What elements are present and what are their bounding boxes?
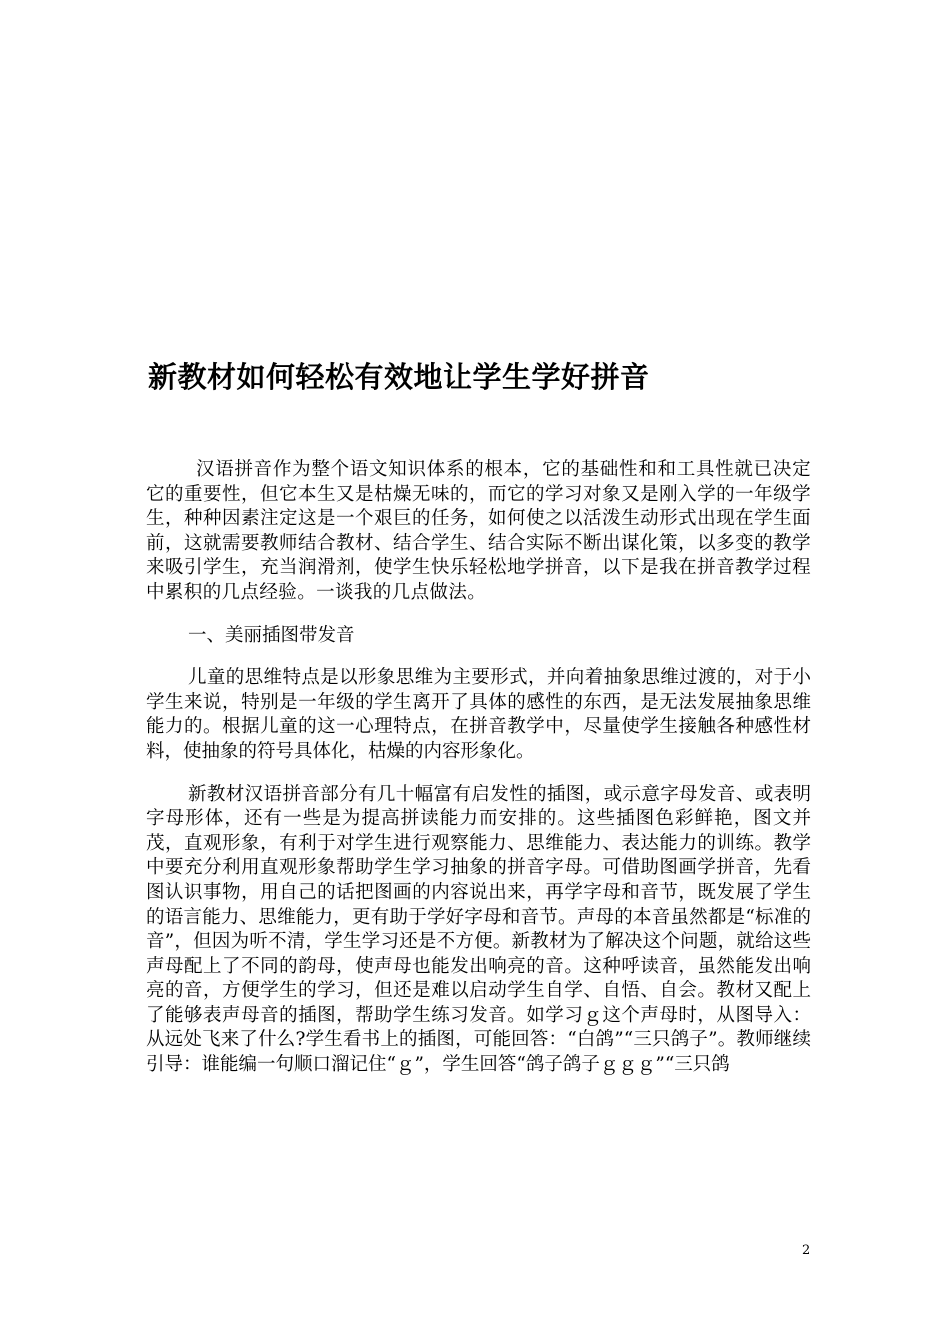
- body-paragraph: 儿童的思维特点是以形象思维为主要形式，并向着抽象思维过渡的，对于小学生来说，特别是一年级的学生离开了具体的感性的东西，是无法发展抽象思维能力的。根据儿童的这一心理特点，在拼音教学中，尽量使学生接触各种感性材料，使抽象的符号具体化，枯燥的内容形象化。: [146, 667, 811, 762]
- document-body: [146, 458, 811, 1096]
- body-paragraph: 新教材汉语拼音部分有几十幅富有启发性的插图，或示意字母发音、或表明字母形体，还有一些是为提高拼读能力而安排的。这些插图色彩鲜艳，图文并茂，直观形象，有利于对学生进行观察能力、思维能力、表达能力的训练。教学中要充分利用直观形象帮助学生学习抽象的拼音字母。可借助图画学拼音，先看图认识事物，用自己的话把图画的内容说出来，再学字母和音节，既发展了学生的语言能力、思维能力，更有助于学好字母和音节。声母的本音虽然都是“标准的音”，但因为听不清，学生学习还是不方便。新教材为了解决这个问题，就给这些声母配上了不同的韵母，使声母也能发出响亮的音。这种呼读音，虽然能发出响亮的音，方便学生的学习，但还是难以启动学生自学、自悟、自会。教材又配上了能够表声母音的插图，帮助学生练习发音。如学习ｇ这个声母时，从图导入：从远处飞来了什么?学生看书上的插图，可能回答：“白鸽”“三只鸽子”。教师继续引导：谁能编一句顺口溜记住“ｇ”，学生回答“鸽子鸽子ｇｇｇ”“三只鸽: [146, 783, 811, 1076]
- section-heading: 一、美丽插图带发音: [188, 624, 355, 646]
- document-title: 新教材如何轻松有效地让学生学好拼音: [148, 360, 650, 394]
- intro-paragraph: 汉语拼音作为整个语文知识体系的根本，它的基础性和和工具性就已决定它的重要性，但它本生又是枯燥无味的，而它的学习对象又是刚入学的一年级学生，种种因素注定这是一个艰巨的任务，如何使之以活泼生动形式出现在学生面前，这就需要教师结合教材、结合学生、结合实际不断出谋化策，以多变的教学来吸引学生，充当润滑剂，使学生快乐轻松地学拼音，以下是我在拼音教学过程中累积的几点经验。一谈我的几点做法。: [146, 459, 811, 603]
- page-number: 2: [802, 1243, 811, 1258]
